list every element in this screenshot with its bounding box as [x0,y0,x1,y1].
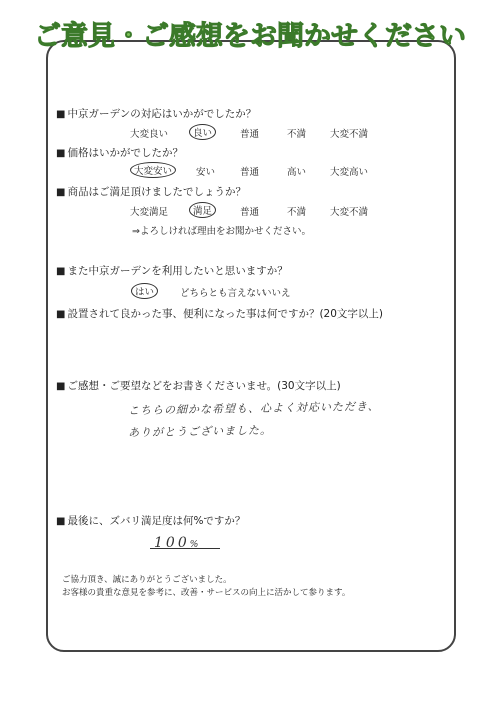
selected-circle: 満足 [189,202,216,218]
question-comments: ■ ご感想・ご要望などをお書きくださいませ。(30文字以上) [56,378,341,393]
option-service-good[interactable] [193,126,212,139]
question-benefits: ■ 設置されて良かった事、便利になった事は何ですか？(20文字以上) [56,306,383,321]
option-price-very-cheap[interactable] [134,164,172,177]
option-service-dissatisfied[interactable]: 不満 [287,129,307,140]
option-price-normal[interactable]: 普通 [240,167,260,178]
option-service-normal[interactable]: 普通 [240,129,260,140]
survey-title: ご意見・ご感想をお聞かせください [34,21,466,52]
selected-circle: はい [131,283,158,299]
selected-circle: 大変安い [130,162,176,178]
option-product-dissatisfied[interactable]: 不満 [287,207,307,218]
option-price-very-expensive[interactable]: 大変高い [330,167,369,178]
option-service-very-dissatisfied[interactable]: 大変不満 [330,129,369,140]
option-service-very-good[interactable]: 大変良い [130,129,169,140]
score-underline [150,548,220,549]
reason-prompt: ⇒よろしければ理由をお聞かせください。 [132,226,311,237]
footer-message: お客様の貴重な意見を参考に、改善・サービスの向上に活かして参ります。 [62,588,351,598]
selected-circle: 良い [189,124,216,140]
option-product-satisfied[interactable] [193,204,212,217]
question-satisfaction: ■ 最後に、ズバリ満足度は何%ですか？ [56,513,245,528]
handwritten-comment-line-2: ありがとうございました。 [127,423,273,440]
option-product-very-dissatisfied[interactable]: 大変不満 [330,207,369,218]
question-reuse: ■ また中京ガーデンを利用したいと思いますか？ [56,263,288,278]
option-reuse-no[interactable]: いいえ [262,288,291,299]
option-product-very-satisfied[interactable]: 大変満足 [130,207,169,218]
satisfaction-value: 100 [154,535,190,551]
option-reuse-neither[interactable]: どちらとも言えない [180,288,266,299]
option-price-expensive[interactable]: 高い [287,167,307,178]
question-service: ■ 中京ガーデンの対応はいかがでしたか？ [56,106,256,121]
handwritten-comment-line-1: こちらの細かな希望も、心よく対応いただき、 [127,399,380,418]
footer-thanks: ご協力頂き、誠にありがとうございました。 [62,575,232,585]
option-price-cheap[interactable]: 安い [196,167,216,178]
option-product-normal[interactable]: 普通 [240,207,260,218]
option-reuse-yes[interactable] [135,285,154,298]
question-product: ■ 商品はご満足頂けましたでしょうか？ [56,184,246,199]
satisfaction-unit: % [189,540,199,550]
question-price: ■ 価格はいかがでしたか？ [56,145,183,160]
